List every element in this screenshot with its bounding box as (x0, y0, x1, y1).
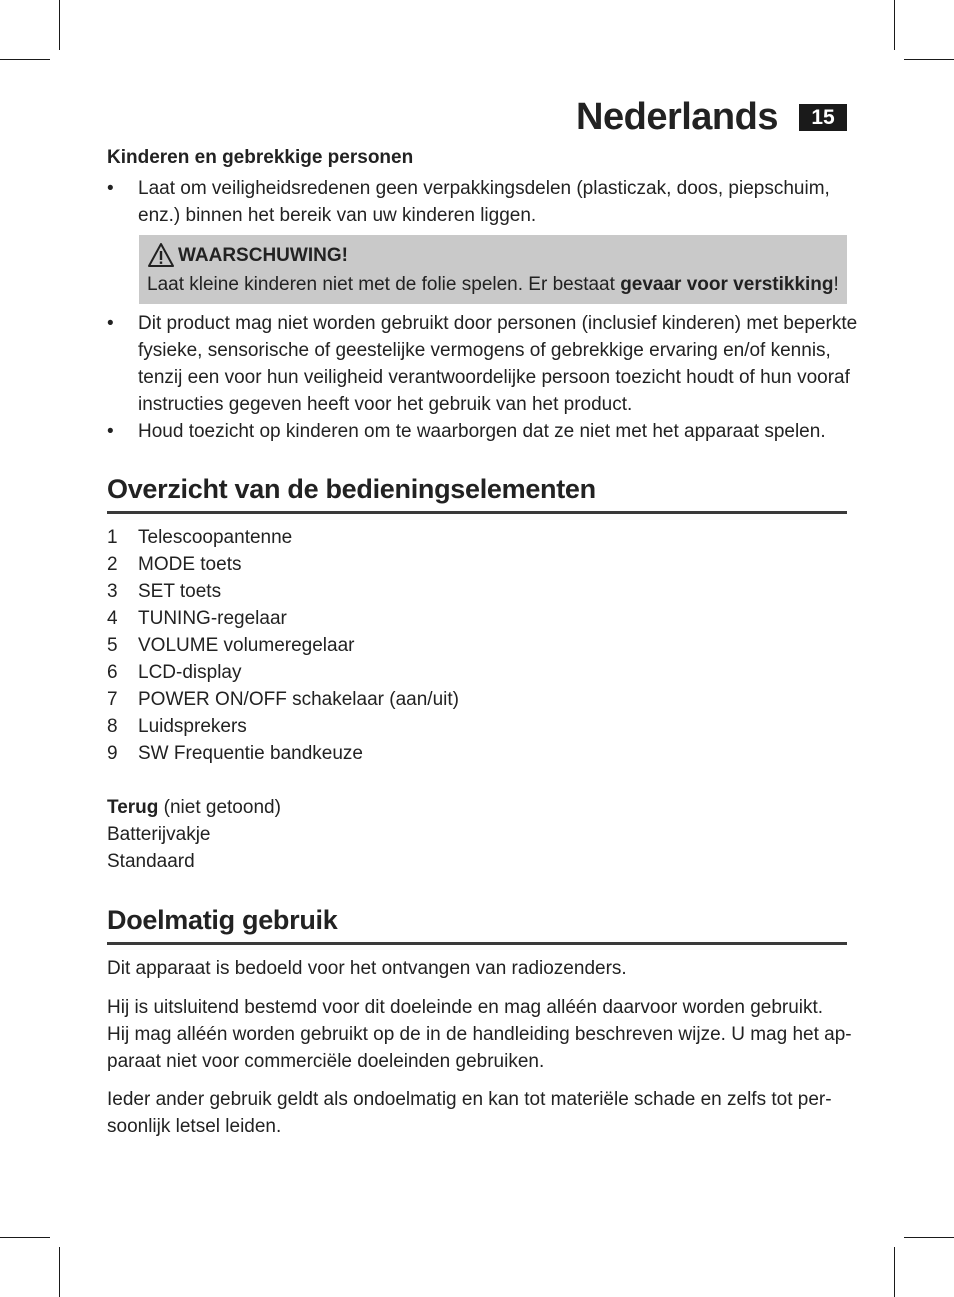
bullet-text: instructies gegeven heeft voor het gebruik van het product. (138, 394, 633, 415)
section-heading-controls: Overzicht van de bedieningselementen (107, 474, 596, 504)
bullet-marker: • (107, 313, 114, 334)
bullet-item (107, 418, 847, 445)
bullet-item (107, 175, 847, 229)
warning-title: WAARSCHUWING! (178, 245, 348, 266)
bullet-text: Dit product mag niet worden gebruikt door personen (inclusief kinderen) met beperkte (138, 313, 858, 334)
warning-text: Laat kleine kinderen niet met de folie spelen. Er bestaat gevaar voor verstikking! (147, 274, 839, 295)
warning-box (139, 235, 847, 304)
crop-mark (894, 1247, 895, 1297)
crop-mark (904, 59, 954, 60)
bullet-text: enz.) binnen het bereik van uw kinderen liggen. (138, 205, 537, 226)
bullet-text: Houd toezicht op kinderen om te waarborgen dat ze niet met het apparaat spelen. (138, 421, 826, 442)
warning-emphasis: gevaar voor verstikking (620, 274, 834, 295)
subheading-children: Kinderen en gebrekkige personen (107, 147, 414, 168)
page-title: Nederlands (576, 96, 778, 138)
paragraph: Ieder ander gebruik geldt als ondoelmatig en kan tot materiële schade en zelfs tot per- soonlijk letsel leiden. (107, 1089, 832, 1137)
back-item: Batterijvakje (107, 824, 211, 845)
bullet-item (107, 310, 858, 418)
section-rule (107, 942, 847, 945)
bullet-marker: • (107, 178, 114, 199)
crop-mark (59, 0, 60, 50)
bullet-text: fysieke, sensorische of geestelijke vermogens of gebrekkige ervaring en/of kennis, (138, 340, 831, 361)
crop-mark (0, 1237, 50, 1238)
bullet-marker: • (107, 421, 114, 442)
crop-mark (0, 59, 50, 60)
warning-triangle-icon (147, 242, 175, 268)
paragraph: Hij is uitsluitend bestemd voor dit doeleinde en mag alléén daarvoor worden gebruikt. Hij mag alléén worden gebruikt op de in de handleiding beschreven wijze. U mag het ap- paraat niet voor commerciële doeleinden gebruiken. (107, 997, 852, 1072)
back-item: Standaard (107, 851, 195, 872)
section-heading-usage: Doelmatig gebruik (107, 905, 338, 935)
bullet-text: tenzij een voor hun veiligheid verantwoordelijke persoon toezicht houdt of hun vooraf (138, 367, 850, 388)
crop-mark (894, 0, 895, 50)
paragraph: Dit apparaat is bedoeld voor het ontvangen van radiozenders. (107, 958, 627, 979)
crop-mark (59, 1247, 60, 1297)
section-rule (107, 511, 847, 514)
page-number: 15 (799, 104, 847, 131)
back-label: Terug (niet getoond) (107, 797, 281, 818)
crop-mark (904, 1237, 954, 1238)
bullet-text: Laat om veiligheidsredenen geen verpakkingsdelen (plasticzak, doos, piepschuim, (138, 178, 830, 199)
